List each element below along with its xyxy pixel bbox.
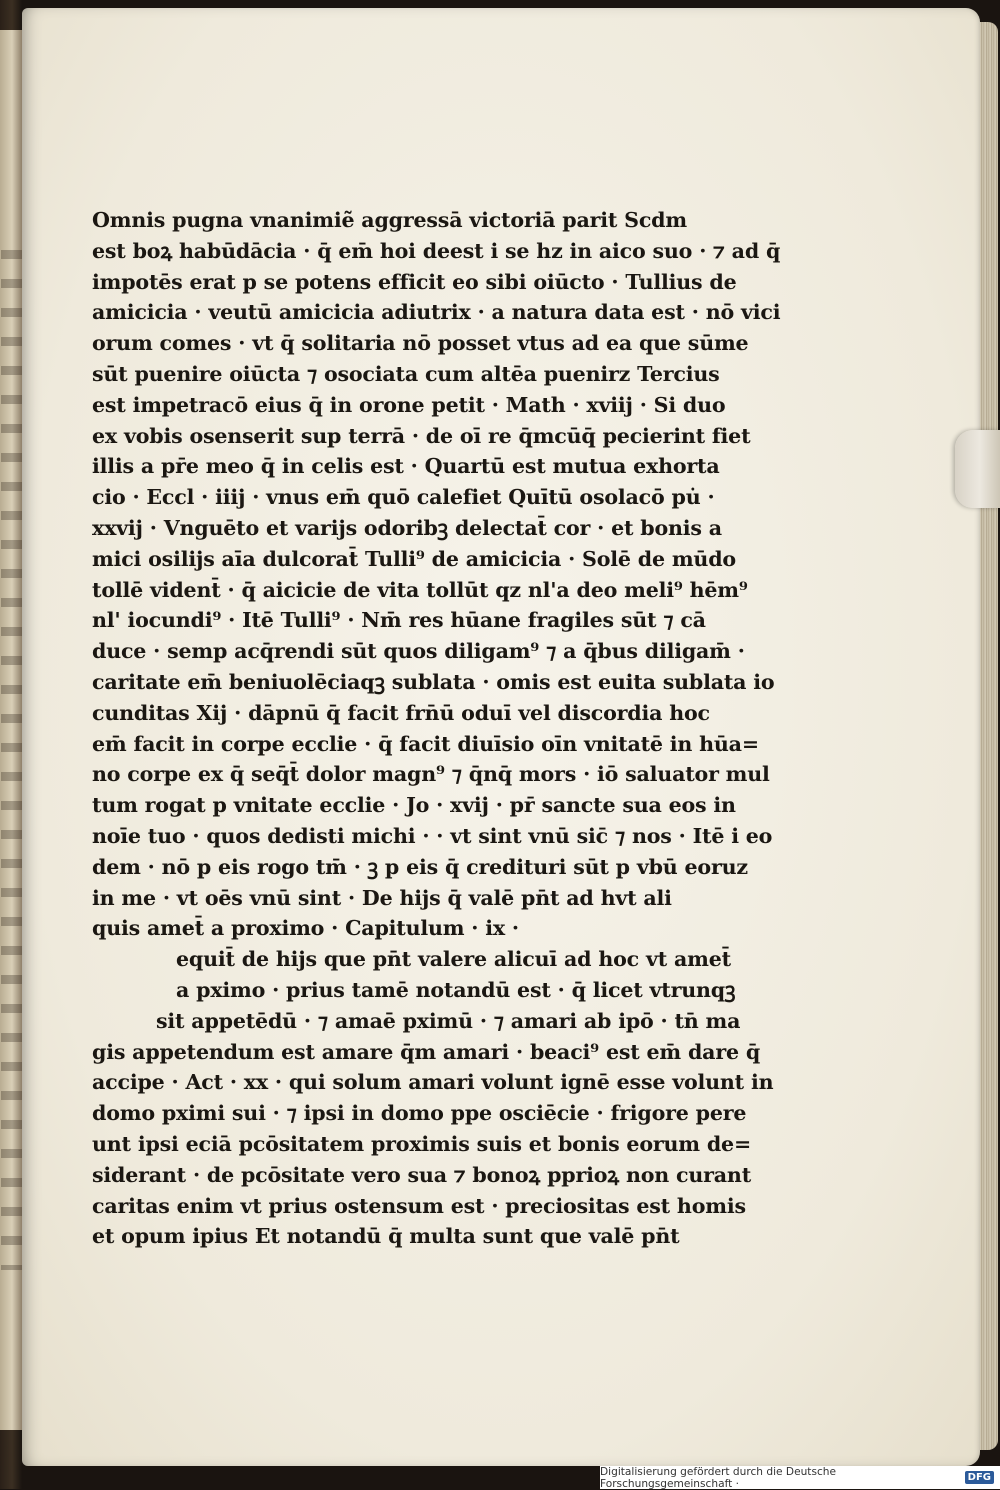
text-line: cunditas Xij · dāpnū q̄ facit frn̄ū oduī vel discordia hoc	[92, 700, 710, 725]
text-line: caritas enim vt prius ostensum est · preciositas est homis	[92, 1193, 746, 1218]
chapter-heading-line: quis amet̄ a proximo · Capitulum · ix ·	[92, 916, 519, 941]
text-line: em̄ facit in corpe ecclie · q̄ facit diuīsio oīn vnitatē in hūa=	[92, 731, 759, 756]
text-line: ex vobis osenserit sup terrā · de oī re q̄mcūq̄ pecierint fiet	[92, 423, 751, 448]
text-line: Omnis pugna vnanimiẽ aggressā victoriā parit Scdm	[92, 208, 687, 232]
text-line: duce · semp acq̄rendi sūt quos diligam⁹ ⁊ a q̄bus diligam̄ ·	[92, 639, 745, 664]
dfg-logo-icon: DFG	[965, 1471, 994, 1484]
text-line: et opum ipius Et notandū q̄ multa sunt que valē pn̄t	[92, 1224, 680, 1249]
text-line: impotēs erat p se potens efficit eo sibi oiūcto · Tullius de	[92, 269, 737, 294]
text-line: noīe tuo · quos dedisti michi · · vt sint vnū sic̄ ⁊ nos · Itē i eo	[92, 823, 773, 848]
text-line-indented: equit̄ de hijs que pn̄t valere alicuī ad hoc vt amet̄	[176, 947, 731, 972]
text-line: caritate em̄ beniuolēciaqꝫ sublata · omis est euita sublata io	[92, 669, 775, 694]
text-line: xxvij · Vnguēto et varijs odoribꝫ delectat̄ cor · et bonis a	[92, 515, 722, 540]
text-line: accipe · Act · xx · qui solum amari volunt ignē esse volunt in	[92, 1070, 774, 1095]
credit-text: Digitalisierung gefördert durch die Deutsche Forschungsgemeinschaft ·	[600, 1465, 837, 1490]
text-line: est boꝝ habūdācia · q̄ em̄ hoi deest i se hz in aico suo · ⁊ ad q̄	[92, 238, 781, 263]
text-line: dem · nō p eis rogo tm̄ · ꝫ p eis q̄ credituri sūt p vbū eoruz	[92, 854, 748, 879]
text-line-indented: sit appetēdū · ⁊ amaē pximū · ⁊ amari ab ipō · tn̄ ma	[156, 1008, 741, 1033]
left-page-bleed-through	[1, 250, 23, 1270]
text-block	[92, 205, 781, 1252]
text-line: est impetracō eius q̄ in orone petit · Math · xviij · Si duo	[92, 392, 726, 417]
text-line-indented: a pximo · prius tamē notandū est · q̄ licet vtrunqꝫ	[176, 977, 736, 1002]
text-line: gis appetendum est amare q̄m amari · beaci⁹ est em̄ dare q̄	[92, 1039, 761, 1064]
text-line: no corpe ex q̄ seq̄t̄ dolor magn⁹ ⁊ q̄nq̄ mors · iō saluator mul	[92, 762, 770, 787]
text-line: nl' iocundi⁹ · Itē Tulli⁹ · Nm̄ res hūane fragiles sūt ⁊ cā	[92, 608, 706, 633]
text-line: in me · vt oēs vnū sint · De hijs q̄ valē pn̄t ad hvt ali	[92, 885, 672, 910]
text-line: orum comes · vt q̄ solitaria nō posset vtus ad ea que sūme	[92, 331, 749, 356]
text-line: tollē vident̄ · q̄ aicicie de vita tollūt qz nl'a deo meli⁹ hēm⁹	[92, 577, 748, 602]
text-line: amicicia · veutū amicicia adiutrix · a natura data est · nō vici	[92, 300, 781, 325]
text-line: domo pximi sui · ⁊ ipsi in domo ppe osciēcie · frigore pere	[92, 1101, 747, 1126]
text-line: unt ipsi eciā pcōsitatem proximis suis et bonis eorum de=	[92, 1131, 752, 1156]
text-line: cio · Eccl · iiij · vnus em̄ quō calefiet Quītū osolacō pu̇ ·	[92, 485, 715, 510]
text-line: mici osilijs aīa dulcorat̄ Tulli⁹ de amicicia · Solē de mūdo	[92, 546, 736, 571]
text-line: siderant · de pcōsitate vero sua ⁊ bonoꝝ pprioꝝ non curant	[92, 1162, 752, 1187]
text-line: tum rogat p vnitate ecclie · Jo · xvij · pr̄ sancte sua eos in	[92, 793, 736, 818]
page-tab-marker	[955, 430, 1000, 508]
text-line: illis a pr̄e meo q̄ in celis est · Quartū est mutua exhorta	[92, 454, 720, 479]
digitization-credit-bar	[600, 1466, 1000, 1489]
text-line: sūt puenire oiūcta ⁊ osociata cum altēa puenirz Tercius	[92, 361, 720, 386]
